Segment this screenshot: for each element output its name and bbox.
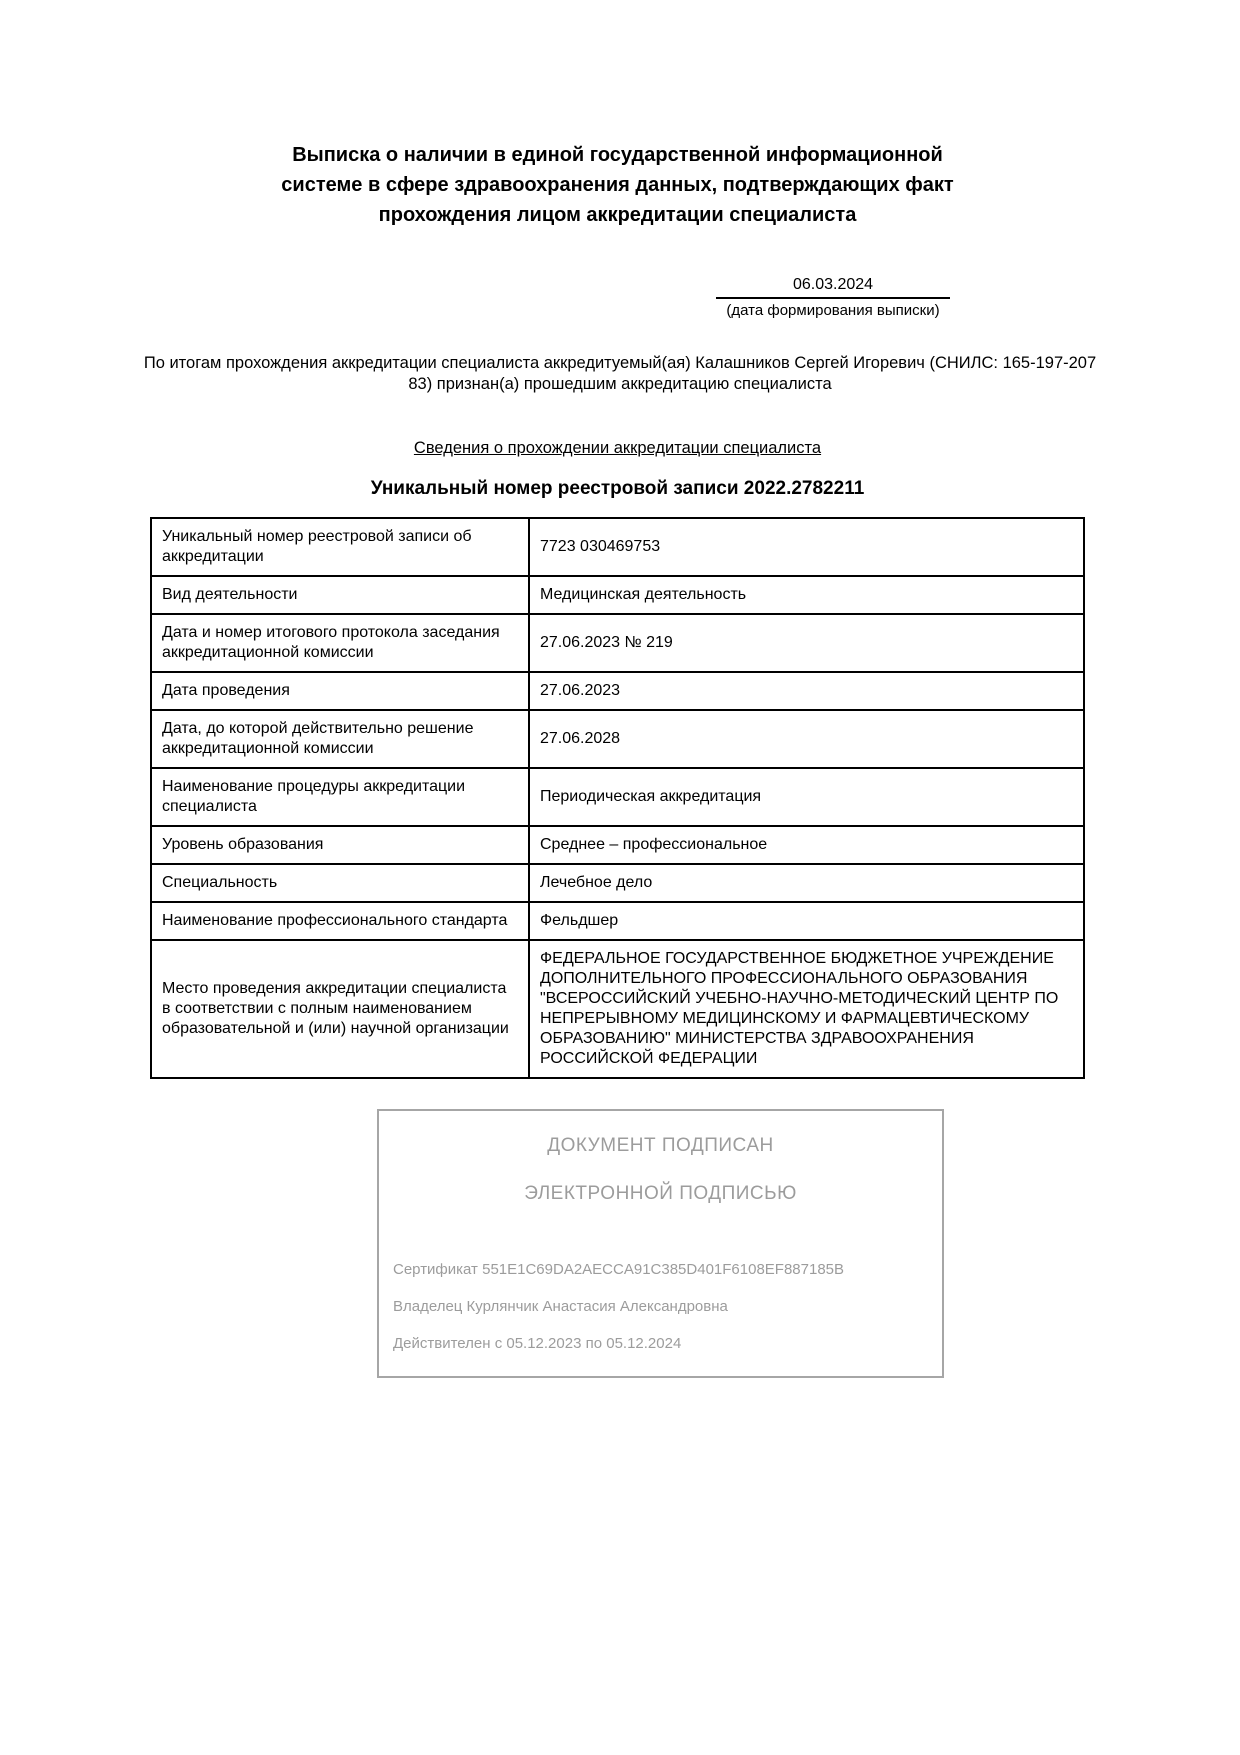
row-value: 7723 030469753 — [529, 518, 1084, 576]
signature-owner: Владелец Курлянчик Анастасия Александровна — [393, 1298, 728, 1315]
row-label: Дата, до которой действительно решение аккредитационной комиссии — [151, 710, 529, 768]
row-label: Уровень образования — [151, 826, 529, 864]
row-label: Вид деятельности — [151, 576, 529, 614]
row-label: Место проведения аккредитации специалиста в соответствии с полным наименованием образовательной и (или) научной организации — [151, 940, 529, 1078]
row-value: ФЕДЕРАЛЬНОЕ ГОСУДАРСТВЕННОЕ БЮДЖЕТНОЕ УЧРЕЖДЕНИЕ ДОПОЛНИТЕЛЬНОГО ПРОФЕССИОНАЛЬНОГО ОБРАЗОВАНИЯ "ВСЕРОССИЙСКИЙ УЧЕБНО-НАУЧНО-МЕТОДИЧЕСКИЙ ЦЕНТР ПО НЕПРЕРЫВНОМУ МЕДИЦИНСКОМУ И ФАРМАЦЕВТИЧЕСКОМУ ОБРАЗОВАНИЮ" МИНИСТЕРСТВА ЗДРАВООХРАНЕНИЯ РОССИЙСКОЙ ФЕДЕРАЦИИ — [529, 940, 1084, 1078]
row-label: Наименование процедуры аккредитации специалиста — [151, 768, 529, 826]
accreditation-table — [150, 517, 1085, 1079]
extract-date-caption: (дата формирования выписки) — [726, 302, 940, 319]
table-row — [151, 672, 1084, 710]
signature-heading-line-2: ЭЛЕКТРОННОЙ ПОДПИСЬЮ — [524, 1183, 797, 1204]
signature-validity: Действителен с 05.12.2023 по 05.12.2024 — [393, 1335, 682, 1352]
document-title — [150, 140, 1085, 230]
signature-heading-line-1: ДОКУМЕНТ ПОДПИСАН — [547, 1135, 774, 1156]
row-value: 27.06.2028 — [529, 710, 1084, 768]
table-row — [151, 518, 1084, 576]
title-line-3: прохождения лицом аккредитации специалиста — [378, 204, 857, 226]
intro-paragraph: По итогам прохождения аккредитации специалиста аккредитуемый(ая) Калашников Сергей Игоревич (СНИЛС: 165-197-207 83) признан(а) прошедшим аккредитацию специалиста — [143, 354, 1097, 393]
row-label: Наименование профессионального стандарта — [151, 902, 529, 940]
table-row — [151, 710, 1084, 768]
row-value: 27.06.2023 № 219 — [529, 614, 1084, 672]
signature-box — [377, 1109, 944, 1378]
signature-certificate: Сертификат 551E1C69DA2AECCA91C385D401F6108EF887185B — [393, 1261, 845, 1278]
section-heading: Сведения о прохождении аккредитации специалиста — [413, 439, 822, 457]
registry-number-heading: Уникальный номер реестровой записи 2022.2782211 — [370, 478, 865, 499]
row-value: Среднее – профессиональное — [529, 826, 1084, 864]
table-row — [151, 864, 1084, 902]
table-row — [151, 576, 1084, 614]
extract-date-block — [716, 276, 950, 319]
table-row — [151, 768, 1084, 826]
row-label: Дата проведения — [151, 672, 529, 710]
row-label: Специальность — [151, 864, 529, 902]
table-row — [151, 940, 1084, 1078]
title-line-2: системе в сфере здравоохранения данных, подтверждающих факт — [281, 174, 954, 196]
row-value: Периодическая аккредитация — [529, 768, 1084, 826]
row-label: Дата и номер итогового протокола заседания аккредитационной комиссии — [151, 614, 529, 672]
title-line-1: Выписка о наличии в единой государственной информационной — [292, 144, 943, 166]
row-value: 27.06.2023 — [529, 672, 1084, 710]
table-row — [151, 826, 1084, 864]
row-value: Медицинская деятельность — [529, 576, 1084, 614]
table-row — [151, 614, 1084, 672]
row-value: Фельдшер — [529, 902, 1084, 940]
row-value: Лечебное дело — [529, 864, 1084, 902]
extract-date: 06.03.2024 — [716, 276, 950, 299]
row-label: Уникальный номер реестровой записи об аккредитации — [151, 518, 529, 576]
table-row — [151, 902, 1084, 940]
